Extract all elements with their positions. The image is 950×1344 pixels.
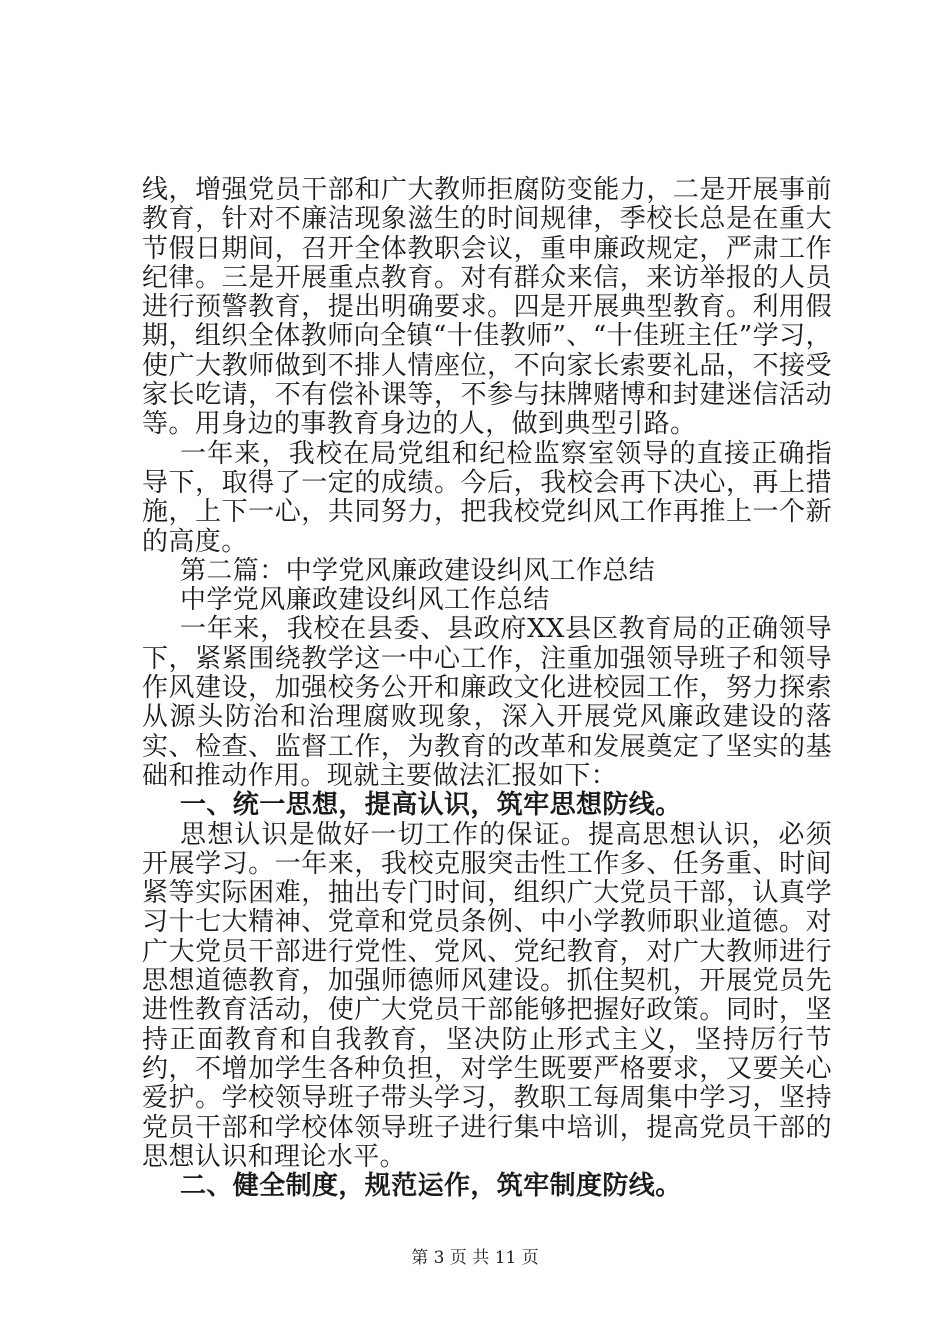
- document-title: 中学党风廉政建设纠风工作总结: [180, 585, 550, 616]
- section-heading-1: 一、统一思想，提高认识，筑牢思想防线。: [180, 790, 682, 821]
- document-body: [142, 176, 832, 1201]
- paragraph-section-1: 思想认识是做好一切工作的保证。提高思想认识，必须开展学习。一年来，我校克服突击性工作多、任务重、时间紧等实际困难，抽出专门时间，组织广大党员干部，认真学习十七大精神、党章和党员条例、中小学教师职业道德。对广大党员干部进行党性、党风、党纪教育，对广大教师进行思想道德教育，加强师德师风建设。抓住契机，开展党员先进性教育活动，使广大党员干部能够把握好政策。同时，坚持正面教育和自我教育，坚决防止形式主义，坚持厉行节约，不增加学生各种负担，对学生既要严格要求，又要关心爱护。学校领导班子带头学习，教职工每周集中学习，坚持党员干部和学校体领导班子进行集中培训，提高党员干部的思想认识和理论水平。: [142, 819, 832, 1172]
- page-number-footer: 第 3 页 共 11 页: [411, 1248, 539, 1268]
- paragraph-continued: 线，增强党员干部和广大教师拒腐防变能力，二是开展事前教育，针对不廉洁现象滋生的时间规律，季校长总是在重大节假日期间，召开全体教职会议，重申廉政规定，严肃工作纪律。三是开展重点教育。对有群众来信，来访举报的人员进行预警教育，提出明确要求。四是开展典型教育。利用假期，组织全体教师向全镇“十佳教师”、“十佳班主任”学习，使广大教师做到不排人情座位，不向家长索要礼品，不接受家长吃请，不有偿补课等，不参与抹牌赌博和封建迷信活动等。用身边的事教育身边的人，做到典型引路。: [142, 175, 832, 440]
- chapter-heading: 第二篇：中学党风廉政建设纠风工作总结: [180, 555, 656, 586]
- paragraph-intro: 一年来，我校在县委、县政府XX县区教育局的正确领导下，紧紧围绕教学这一中心工作，注重加强领导班子和领导作风建设，加强校务公开和廉政文化进校园工作，努力探索从源头防治和治理腐败现象，深入开展党风廉政建设的落实、检查、监督工作，为教育的改革和发展奠定了坚实的基础和推动作用。现就主要做法汇报如下：: [142, 614, 832, 791]
- section-heading-2: 二、健全制度，规范运作，筑牢制度防线。: [180, 1171, 682, 1202]
- paragraph-summary: 一年来，我校在局党组和纪检监察室领导的直接正确指导下，取得了一定的成绩。今后，我校会再下决心，再上措施，上下一心，共同努力，把我校党纠风工作再推上一个新的高度。: [142, 438, 832, 557]
